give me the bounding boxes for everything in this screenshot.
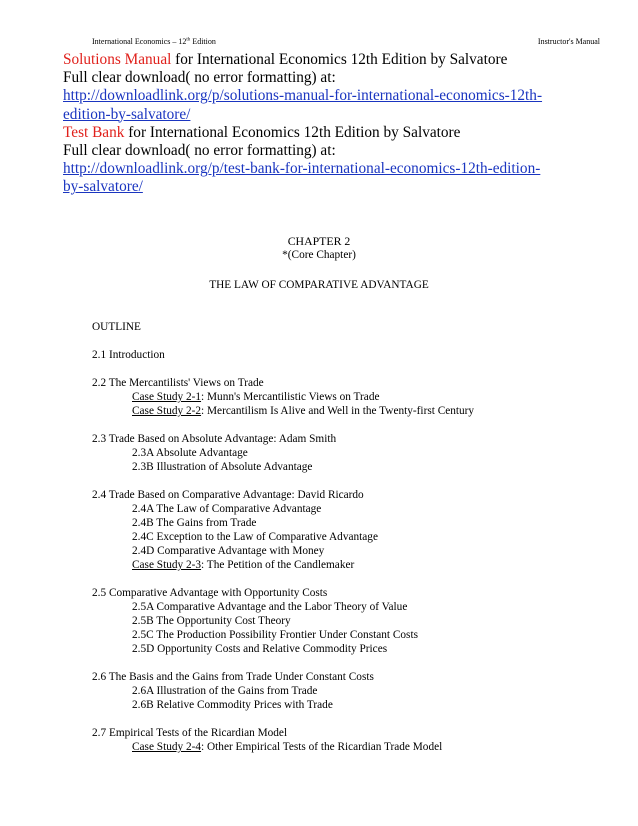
outline-item: 2.2 The Mercantilists' Views on Trade [92, 377, 264, 389]
outline-subitem: 2.5A Comparative Advantage and the Labor Theory of Value [132, 601, 408, 613]
outline-section-2-1 [92, 348, 474, 362]
outline-item: 2.6 The Basis and the Gains from Trade Under Constant Costs [92, 671, 374, 683]
case-study-item [92, 404, 474, 418]
outline-item: 2.5 Comparative Advantage with Opportunity Costs [92, 587, 328, 599]
download-promo-block [63, 51, 603, 197]
case-study-item [92, 390, 474, 404]
outline-subitem: 2.4B The Gains from Trade [132, 517, 257, 529]
outline-subitem: 2.3A Absolute Advantage [132, 447, 248, 459]
outline-item: 2.7 Empirical Tests of the Ricardian Model [92, 727, 288, 739]
outline-subitem: 2.4C Exception to the Law of Comparative Advantage [132, 531, 378, 543]
solutions-manual-link-line2[interactable]: edition-by-salvatore/ [63, 105, 191, 123]
outline-section-2-2 [92, 376, 474, 418]
outline-section-2-4 [92, 488, 474, 572]
outline-subitem: 2.5C The Production Possibility Frontier Under Constant Costs [132, 629, 418, 641]
solutions-manual-line [63, 51, 603, 69]
case-study-title: : The Petition of the Candlemaker [201, 559, 355, 571]
case-study-link[interactable]: Case Study 2-4 [132, 741, 202, 753]
running-header-right: Instructor's Manual [537, 37, 600, 46]
outline-heading: OUTLINE [92, 321, 141, 333]
outline-item: 2.1 Introduction [92, 349, 165, 361]
case-study-link[interactable]: Case Study 2-3 [132, 559, 202, 571]
case-study-title: : Munn's Mercantilistic Views on Trade [201, 391, 380, 403]
outline-item: 2.3 Trade Based on Absolute Advantage: Adam Smith [92, 433, 337, 445]
solutions-manual-text: for International Economics 12th Edition by Salvatore [171, 51, 508, 68]
outline-section-2-3 [92, 432, 474, 474]
download-note-2: Full clear download( no error formatting) at: [63, 142, 336, 160]
test-bank-label: Test Bank [63, 123, 125, 141]
case-study-item [92, 740, 474, 754]
outline-section-2-7 [92, 726, 474, 754]
outline-subitem: 2.6B Relative Commodity Prices with Trade [132, 699, 333, 711]
case-study-link[interactable]: Case Study 2-2 [132, 405, 202, 417]
test-bank-link-line1[interactable]: http://downloadlink.org/p/test-bank-for-international-economics-12th-edition- [63, 160, 541, 178]
case-study-title: : Mercantilism Is Alive and Well in the Twenty-first Century [201, 405, 475, 417]
chapter-number: CHAPTER 2 [287, 234, 351, 248]
solutions-manual-label: Solutions Manual [63, 51, 172, 68]
chapter-title: THE LAW OF COMPARATIVE ADVANTAGE [209, 279, 429, 291]
test-bank-text: for International Economics 12th Edition by Salvatore [124, 123, 461, 141]
outline-subitem: 2.3B Illustration of Absolute Advantage [132, 461, 313, 473]
outline-item: 2.4 Trade Based on Comparative Advantage: David Ricardo [92, 489, 364, 501]
header-book-title: International Economics – 12 [92, 37, 187, 46]
outline-subitem: 2.5D Opportunity Costs and Relative Commodity Prices [132, 643, 388, 655]
case-study-title: : Other Empirical Tests of the Ricardian Trade Model [201, 741, 443, 753]
outline-subitem: 2.4D Comparative Advantage with Money [132, 545, 325, 557]
download-note-1: Full clear download( no error formatting) at: [63, 69, 336, 87]
header-edition-sup: th [186, 37, 191, 43]
outline-subitem: 2.5B The Opportunity Cost Theory [132, 615, 291, 627]
outline-subitem: 2.6A Illustration of the Gains from Trade [132, 685, 318, 697]
chapter-outline [92, 320, 474, 768]
case-study-item [92, 558, 474, 572]
header-edition-word: Edition [190, 37, 216, 46]
test-bank-link-line2[interactable]: by-salvatore/ [63, 178, 143, 196]
case-study-link[interactable]: Case Study 2-1 [132, 391, 202, 403]
outline-section-2-5 [92, 586, 474, 656]
running-header-left [92, 37, 216, 46]
outline-subitem: 2.4A The Law of Comparative Advantage [132, 503, 322, 515]
solutions-manual-link-line1[interactable]: http://downloadlink.org/p/solutions-manual-for-international-economics-12th- [63, 87, 543, 105]
outline-section-2-6 [92, 670, 474, 712]
test-bank-line [63, 124, 603, 142]
chapter-subtitle: *(Core Chapter) [282, 249, 356, 261]
